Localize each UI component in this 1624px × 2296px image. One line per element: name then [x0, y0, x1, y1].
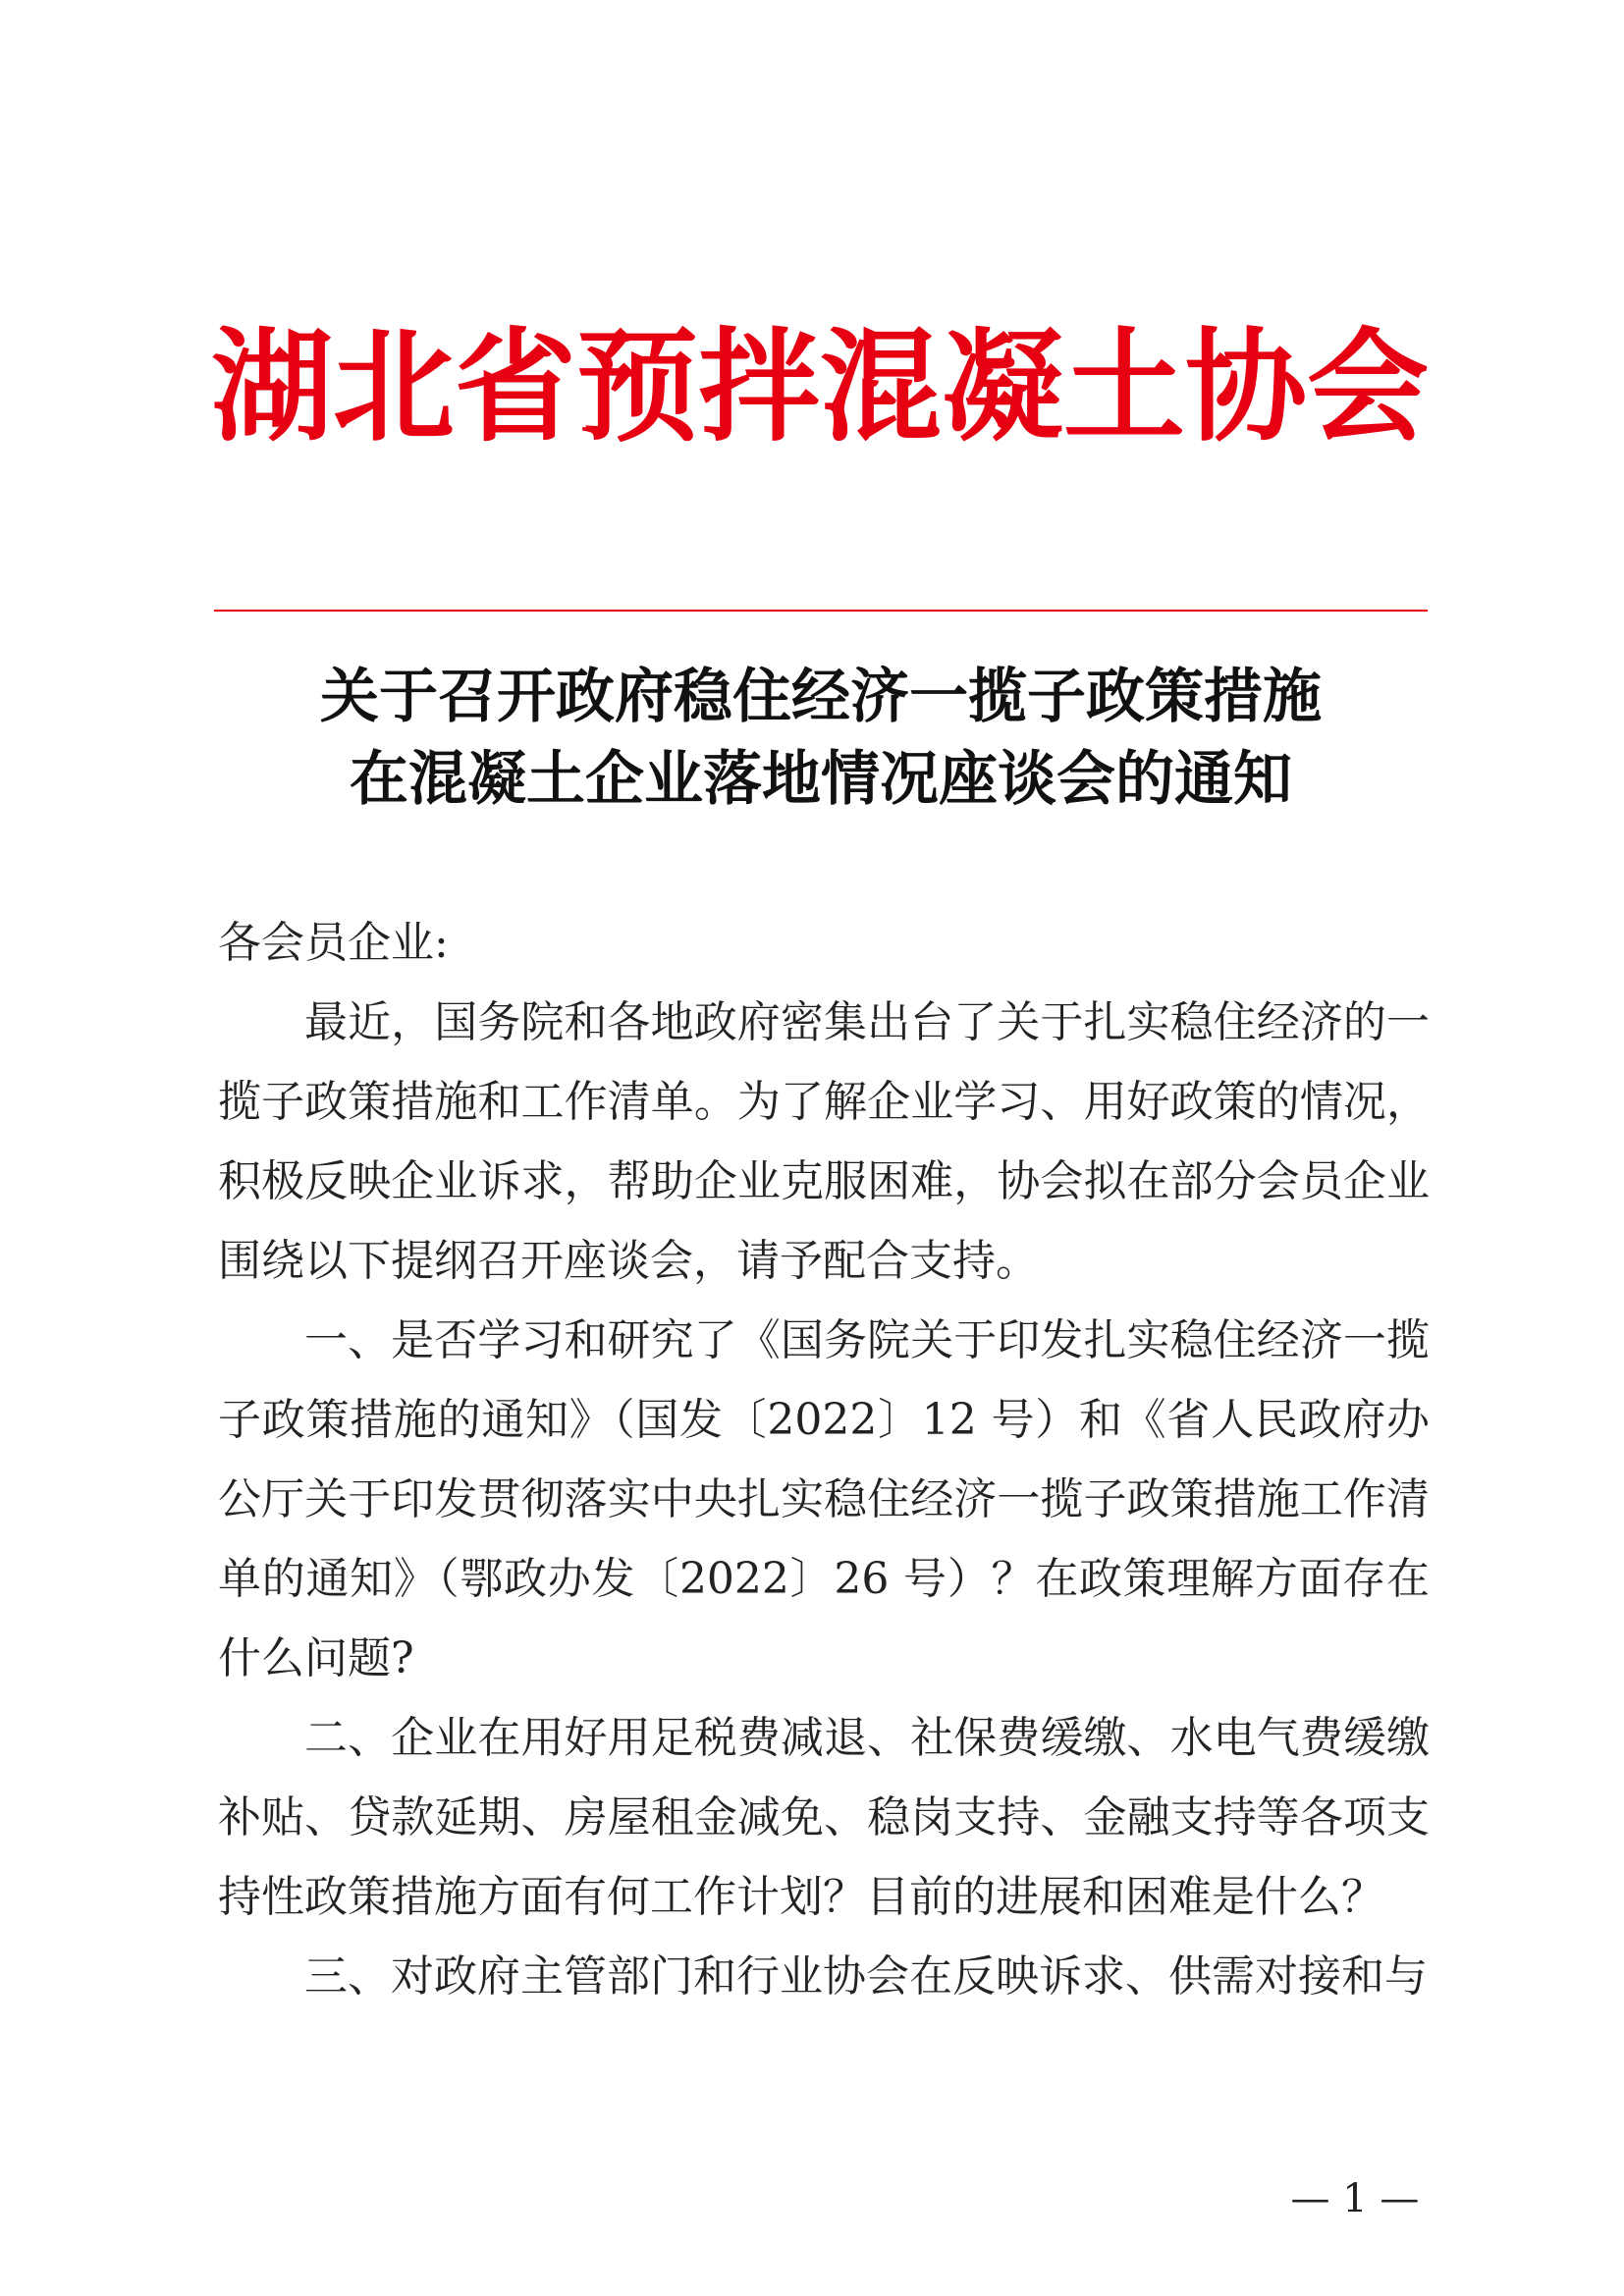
red-divider-line — [214, 610, 1428, 612]
document-title-line-1: 关于召开政府稳住经济一揽子政策措施 — [320, 663, 1322, 731]
paragraph-item-2: 二、企业在用好用足税费减退、社保费缓缴、水电气费缓缴补贴、贷款延期、房屋租金减免、稳岗支持、金融支持等各项支持性政策措施方面有何工作计划？目前的进展和困难是什么？ — [218, 1713, 1430, 1922]
page-number: — 1 — — [1290, 2176, 1420, 2221]
document-title — [214, 656, 1428, 821]
paragraph-item-1: 一、是否学习和研究了《国务院关于印发扎实稳住经济一揽子政策措施的通知》（国发〔2022〕12 号）和《省人民政府办公厅关于印发贯彻落实中央扎实稳住经济一揽子政策措施工作清单的通知》（鄂政办发〔2022〕26 号）？在政策理解方面存在什么问题? — [218, 1315, 1430, 1683]
paragraph-intro: 最近，国务院和各地政府密集出台了关于扎实稳住经济的一揽子政策措施和工作清单。为了解企业学习、用好政策的情况，积极反映企业诉求，帮助企业克服困难，协会拟在部分会员企业围绕以下提纲召开座谈会，请予配合支持。 — [218, 997, 1430, 1286]
organization-header: 湖北省预拌混凝土协会 — [210, 316, 1429, 458]
salutation: 各会员企业: — [218, 918, 449, 968]
document-title-line-2: 在混凝土企业落地情况座谈会的通知 — [350, 745, 1292, 814]
document-body — [218, 903, 1430, 2016]
paragraph-item-3: 三、对政府主管部门和行业协会在反映诉求、供需对接和与 — [304, 1951, 1428, 2002]
